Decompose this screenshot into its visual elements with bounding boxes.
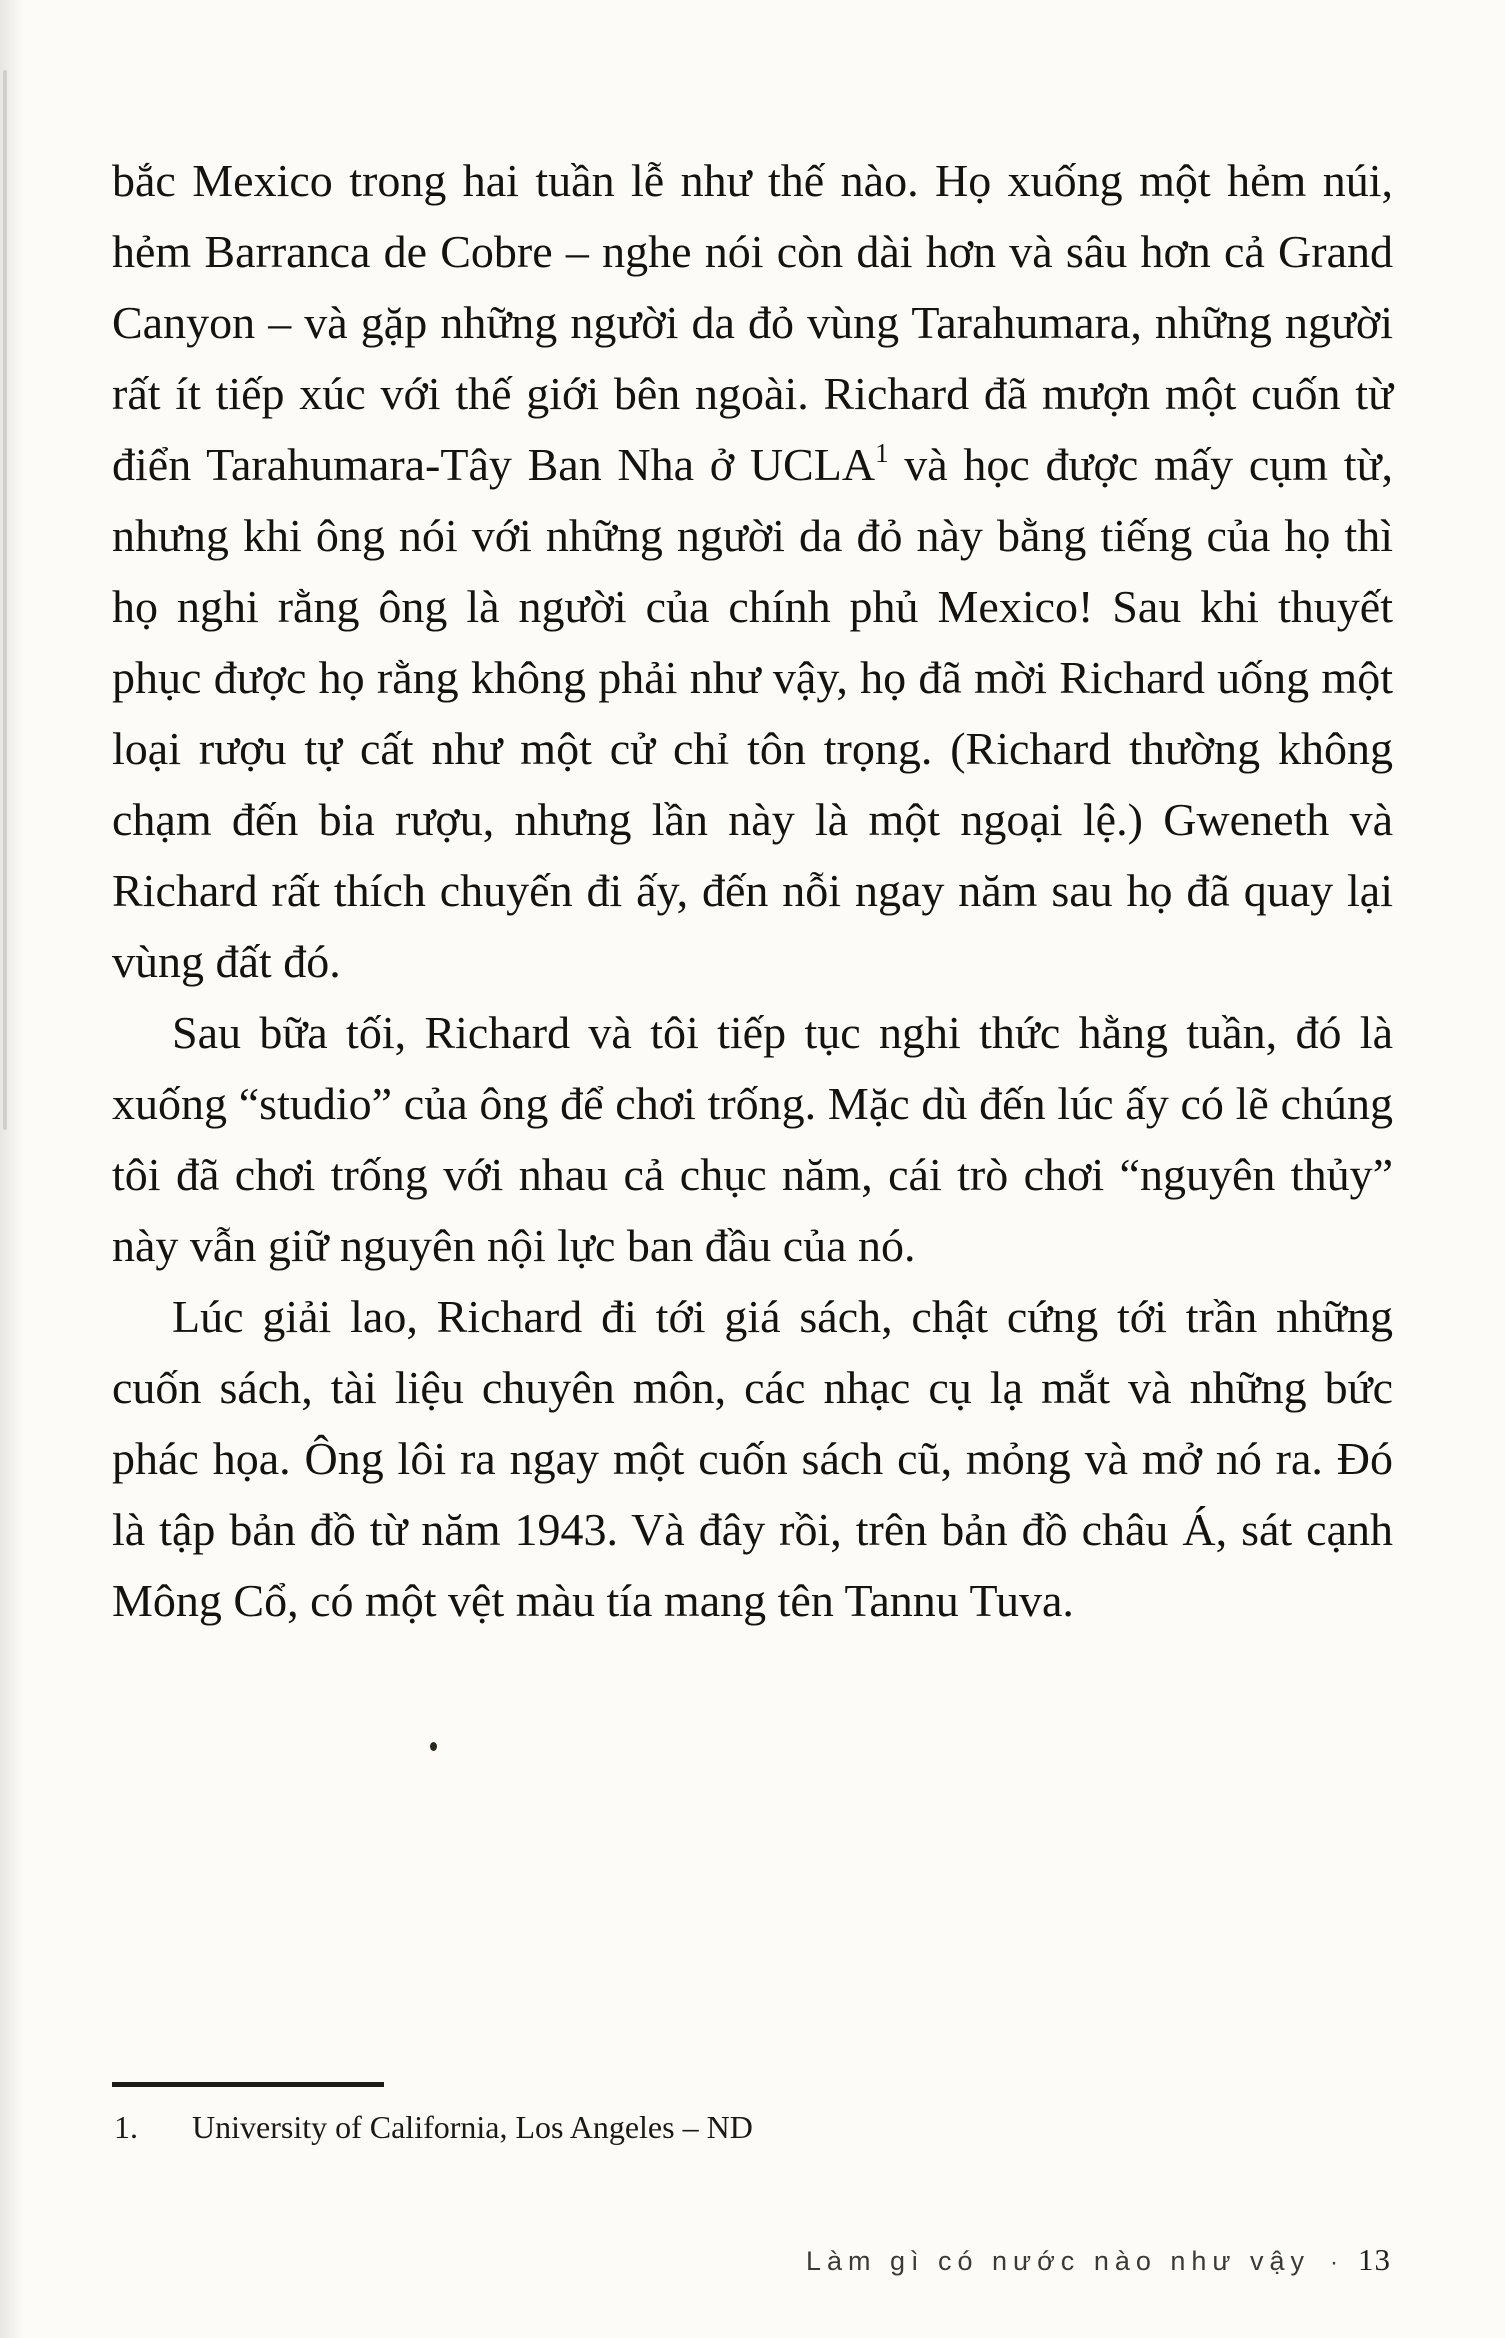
paragraph-1 [112, 145, 1393, 997]
page-footer [806, 2242, 1391, 2278]
footnote-marker: 1. [114, 2109, 138, 2145]
footnote [114, 2106, 753, 2148]
scan-artifact [3, 70, 7, 1130]
footnote-reference: 1 [875, 438, 889, 468]
paragraph-1-text-before-ref: bắc Mexico trong hai tuần lễ như thế nào. Họ xuống một hẻm núi, hẻm Barranca de Cobre – nghe nói còn dài hơn và sâu hơn cả Grand Canyon – và gặp những người da đỏ vùng Tarahumara, những người rất ít tiếp xúc với thế giới bên ngoài. Richard đã mượn một cuốn từ điển Tarahumara-Tây Ban Nha ở UCLA [112, 155, 1393, 490]
footnote-divider [112, 2082, 384, 2087]
paragraph-2: Sau bữa tối, Richard và tôi tiếp tục nghi thức hằng tuần, đó là xuống “studio” của ông để chơi trống. Mặc dù đến lúc ấy có lẽ chúng tôi đã chơi trống với nhau cả chục năm, cái trò chơi “nguyên thủy” này vẫn giữ nguyên nội lực ban đầu của nó. [112, 1007, 1393, 1271]
paragraph-3: Lúc giải lao, Richard đi tới giá sách, chật cứng tới trần những cuốn sách, tài liệu chuyên môn, các nhạc cụ lạ mắt và những bức phác họa. Ông lôi ra ngay một cuốn sách cũ, mỏng và mở nó ra. Đó là tập bản đồ từ năm 1943. Và đây rồi, trên bản đồ châu Á, sát cạnh Mông Cổ, có một vệt màu tía mang tên Tannu Tuva. [112, 1291, 1393, 1626]
footer-separator: · [1330, 2249, 1338, 2276]
paragraph-1-text-after-ref: và học được mấy cụm từ, nhưng khi ông nói với những người da đỏ này bằng tiếng của họ thì họ nghi rằng ông là người của chính phủ Mexico! Sau khi thuyết phục được họ rằng không phải như vậy, họ đã mời Richard uống một loại rượu tự cất như một cử chỉ tôn trọng. (Richard thường không chạm đến bia rượu, nhưng lần này là một ngoại lệ.) Gweneth và Richard rất thích chuyến đi ấy, đến nỗi ngay năm sau họ đã quay lại vùng đất đó. [112, 439, 1393, 987]
page-number: 13 [1358, 2242, 1391, 2277]
ink-dot [430, 1742, 437, 1751]
footnote-text: University of California, Los Angeles – ND [192, 2109, 753, 2145]
running-title: Làm gì có nước nào như vậy [805, 2246, 1310, 2276]
body-text [112, 145, 1393, 1636]
scan-edge-shadow [0, 0, 24, 2338]
